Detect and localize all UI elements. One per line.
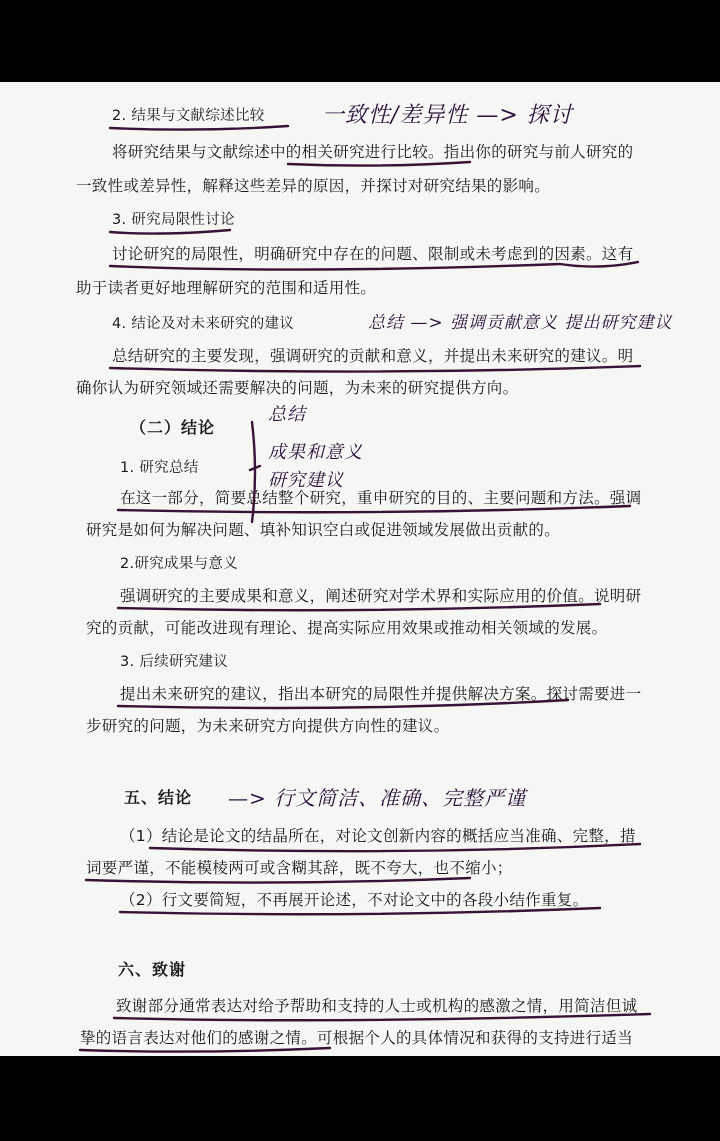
- paragraph-line: 总结研究的主要发现，强调研究的贡献和意义，并提出未来研究的建议。明: [112, 347, 634, 365]
- underline: [110, 366, 640, 372]
- underline: [80, 1048, 330, 1052]
- section-heading-five-conclusion: 五、结论: [124, 788, 193, 807]
- paragraph-line: 词要严谨，不能模棱两可或含糊其辞，既不夸大，也不缩小；: [86, 859, 513, 877]
- subsection-heading-conclusion: （二）结论: [130, 418, 216, 437]
- handwritten-note-summary: 总结 —> 强调贡献意义 提出研究建议: [368, 313, 673, 333]
- underline: [86, 878, 470, 883]
- section-heading-limitations: 3. 研究局限性讨论: [112, 212, 235, 228]
- section-heading-six-acknowledgements: 六、致谢: [118, 960, 187, 979]
- paragraph-line: 究的贡献，可能改进现有理论、提高实际应用效果或推动相关领域的发展。: [86, 619, 608, 637]
- section-heading-results-vs-literature: 2. 结果与文献综述比较: [112, 108, 265, 124]
- paragraph-line: 致谢部分通常表达对给予帮助和支持的人士或机构的感激之情，用简洁但诚: [116, 997, 638, 1015]
- paragraph-line: 一致性或差异性，解释这些差异的原因，并探讨对研究结果的影响。: [76, 177, 551, 195]
- underline: [110, 230, 230, 234]
- handwritten-note-consistency: 一致性/差异性 —> 探讨: [322, 103, 573, 128]
- paragraph-line: 挚的语言表达对他们的感谢之情。可根据个人的具体情况和获得的支持进行适当: [80, 1029, 634, 1047]
- section-heading-followup-suggestions: 3. 后续研究建议: [120, 654, 229, 670]
- section-heading-results-significance: 2.研究成果与意义: [120, 556, 239, 572]
- handwritten-note-writing-style: —> 行文简洁、准确、完整严谨: [228, 786, 527, 810]
- paragraph-line: 在这一部分，简要总结整个研究，重申研究的目的、主要问题和方法。强调: [120, 489, 642, 507]
- handwritten-note-results: 成果和意义: [268, 442, 363, 463]
- paragraph-line: 助于读者更好地理解研究的范围和适用性。: [76, 279, 377, 297]
- paragraph-line: 强调研究的主要成果和意义，阐述研究对学术界和实际应用的价值。说明研: [120, 587, 642, 605]
- section-heading-future-research: 4. 结论及对未来研究的建议: [112, 316, 295, 332]
- paragraph-line: 研究是如何为解决问题、填补知识空白或促进领域发展做出贡献的。: [86, 521, 561, 539]
- section-heading-research-summary: 1. 研究总结: [120, 460, 199, 476]
- paragraph-line: （1）结论是论文的结晶所在，对论文创新内容的概括应当准确、完整，措: [120, 827, 636, 845]
- paragraph-line: 步研究的问题，为未来研究方向提供方向性的建议。: [86, 717, 450, 735]
- underline: [110, 126, 288, 130]
- handwritten-note-suggestions: 研究建议: [268, 470, 344, 491]
- paragraph-line: 将研究结果与文献综述中的相关研究进行比较。指出你的研究与前人研究的: [112, 143, 634, 161]
- paragraph-line: 提出未来研究的建议，指出本研究的局限性并提供解决方案。探讨需要进一: [120, 685, 642, 703]
- paragraph-line: （2）行文要简短，不再展开论述，不对论文中的各段小结作重复。: [120, 891, 589, 909]
- paragraph-line: 讨论研究的局限性，明确研究中存在的问题、限制或未考虑到的因素。这有: [112, 245, 634, 263]
- underline: [288, 162, 470, 166]
- handwritten-note-summary-short: 总结: [268, 404, 306, 425]
- paragraph-line: 确你认为研究领域还需要解决的问题，为未来的研究提供方向。: [76, 379, 519, 397]
- document-page: [0, 82, 720, 1056]
